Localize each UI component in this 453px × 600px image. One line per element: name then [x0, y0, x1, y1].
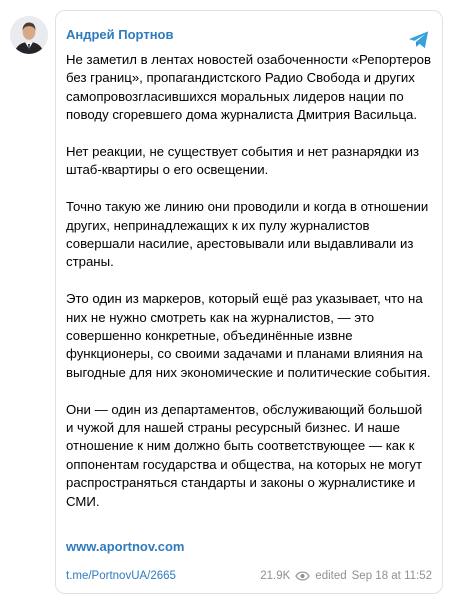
post-stats — [260, 570, 432, 582]
message-paragraph: Они — один из департаментов, обслуживающий большой и чужой для нашей страны ресурсный бизнес. И наше отношение к ним должно быть соответствующее — как к оппонентам государства и общества, на которых не могут распространяться стандарты и законы о журналистике и СМИ. — [66, 401, 423, 509]
message-paragraph: Точно такую же линию они проводили и когда в отношении других, непринадлежащих к их пулу журналистов совершали насилие, арестовывали или выдавливали из страны. — [66, 199, 429, 270]
telegram-plane-icon[interactable] — [408, 30, 430, 50]
message-card — [55, 10, 443, 594]
message-paragraph: Не заметил в лентах новостей озабоченности «Репортеров без границ», пропагандистского Радио Свобода и других самопровозгласившихся моральных лидеров нации по поводу сгоревшего дома журналиста Дмитрия Васильца. — [66, 52, 431, 123]
avatar-photo-icon — [10, 16, 48, 54]
message-text — [66, 51, 432, 511]
post-date: Sep 18 at 11:52 — [351, 570, 432, 582]
website-link[interactable]: www.aportnov.com — [66, 539, 185, 554]
view-count: 21.9K — [260, 570, 291, 582]
author-name[interactable]: Андрей Портнов — [66, 27, 174, 42]
post-permalink[interactable]: t.me/PortnovUA/2665 — [66, 570, 176, 582]
message-footer — [66, 569, 432, 585]
telegram-post — [10, 10, 443, 594]
message-paragraph: Это один из маркеров, который ещё раз указывает, что на них не нужно смотреть как на журналистов, — это совершенно конкретные, объединённые извне функционеры, со своими задачами и планами влияния на выгодные для них экономические и политические события. — [66, 291, 431, 380]
message-paragraph: Нет реакции, не существует события и нет разнарядки из штаб-квартиры о его освещении. — [66, 144, 420, 178]
edited-label: edited — [315, 570, 347, 582]
eye-icon — [295, 571, 310, 581]
author-avatar[interactable] — [10, 16, 48, 54]
